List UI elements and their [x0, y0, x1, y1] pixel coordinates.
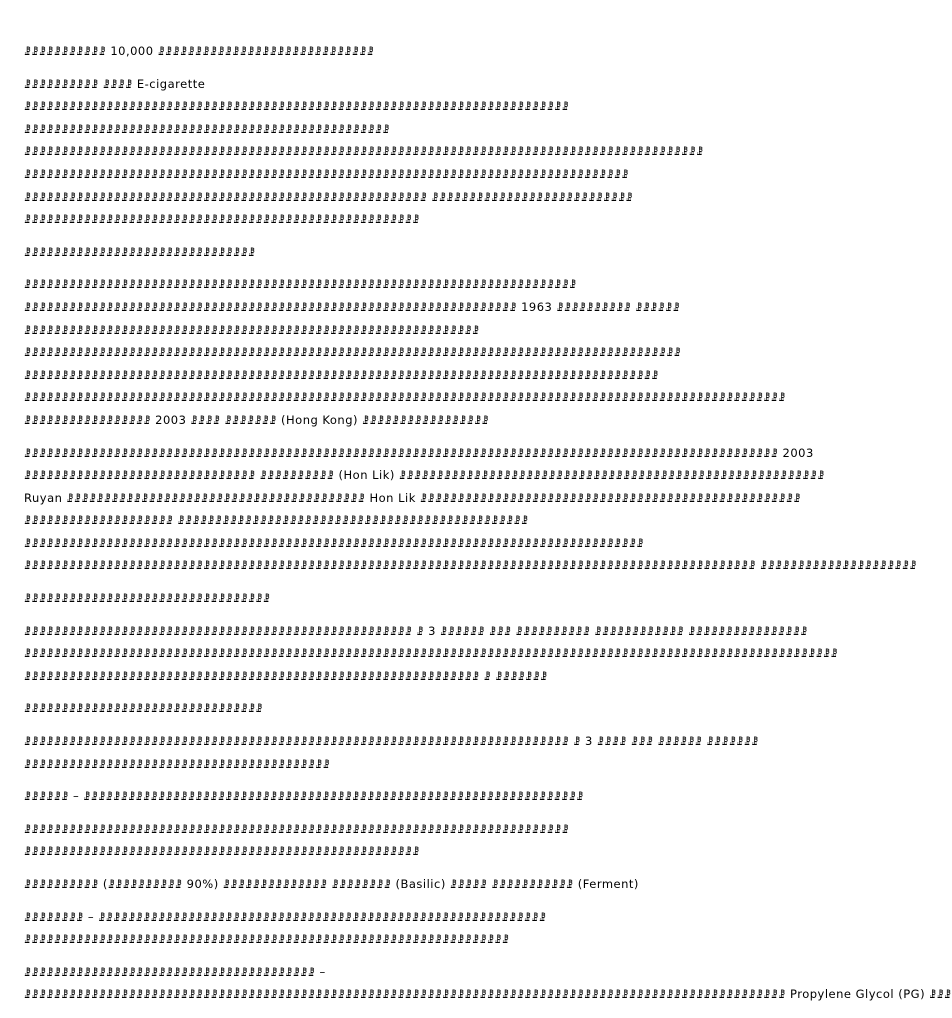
text-line: ꗗꗗꗗꗗꗗꗗꗗꗗꗗꗗꗗꗗꗗꗗꗗꗗꗗ 2003 ꗗꗗꗗꗗ ꗗꗗꗗꗗꗗꗗꗗ (Hong Kong) ꗗꗗꗗꗗꗗꗗꗗꗗꗗꗗꗗꗗꗗꗗꗗꗗꗗ — [24, 412, 490, 427]
text-line: ꗗꗗꗗꗗꗗꗗꗗꗗꗗꗗꗗꗗꗗꗗꗗꗗꗗꗗꗗꗗꗗꗗꗗꗗꗗꗗꗗꗗꗗꗗꗗꗗꗗꗗꗗꗗꗗꗗꗗꗗꗗꗗꗗꗗꗗꗗꗗꗗꗗꗗꗗꗗꗗꗗꗗꗗꗗꗗꗗꗗꗗꗗꗗꗗꗗꗗꗗꗗꗗꗗꗗꗗꗗꗗꗗꗗꗗꗗꗗꗗꗗꗗꗗꗗꗗꗗꗗꗗꗗꗗꗗꗗꗗꗗꗗꗗꗗꗗꗗꗗꗗꗗꗗꗗꗗꗗꗗꗗꗗ — [24, 646, 839, 661]
text-line: ꗗꗗꗗꗗꗗꗗꗗꗗꗗꗗꗗꗗꗗꗗꗗꗗꗗꗗꗗꗗꗗꗗꗗꗗꗗꗗꗗꗗꗗꗗꗗ — [24, 244, 256, 259]
text-line: ꗗꗗꗗꗗꗗꗗꗗꗗꗗꗗꗗꗗꗗꗗꗗꗗꗗꗗꗗꗗꗗꗗꗗꗗꗗꗗꗗꗗꗗꗗꗗꗗꗗꗗꗗꗗꗗꗗꗗꗗꗗꗗꗗꗗꗗꗗꗗꗗꗗꗗꗗꗗꗗꗗ ꗗꗗꗗꗗꗗꗗꗗꗗꗗꗗꗗꗗꗗꗗꗗꗗꗗꗗꗗꗗꗗꗗꗗꗗꗗꗗꗗ — [24, 189, 634, 204]
text-line: ꗗꗗꗗꗗꗗꗗꗗꗗꗗꗗ (ꗗꗗꗗꗗꗗꗗꗗꗗꗗꗗ 90%) ꗗꗗꗗꗗꗗꗗꗗꗗꗗꗗꗗꗗꗗꗗ ꗗꗗꗗꗗꗗꗗꗗꗗ (Basilic) ꗗꗗꗗꗗꗗ ꗗꗗꗗꗗꗗꗗꗗꗗꗗꗗꗗ (Ferment) — [24, 877, 639, 891]
paragraph-gap — [24, 808, 724, 818]
text-line: ꗗꗗꗗꗗꗗꗗꗗꗗꗗꗗꗗꗗꗗꗗꗗꗗꗗꗗꗗꗗꗗꗗꗗꗗꗗꗗꗗꗗꗗꗗꗗꗗꗗꗗꗗꗗꗗꗗꗗꗗꗗꗗꗗꗗꗗꗗꗗꗗꗗꗗꗗꗗ ꗗ 3 ꗗꗗꗗꗗꗗꗗ ꗗꗗꗗ ꗗꗗꗗꗗꗗꗗꗗꗗꗗꗗ ꗗꗗꗗꗗꗗꗗꗗꗗꗗꗗꗗꗗ ꗗꗗꗗꗗꗗꗗꗗꗗꗗꗗꗗꗗꗗꗗꗗꗗ — [24, 623, 808, 638]
text-line: ꗗꗗꗗꗗꗗꗗꗗꗗꗗꗗꗗꗗꗗꗗꗗꗗꗗꗗꗗꗗꗗꗗꗗꗗꗗꗗꗗꗗꗗꗗꗗꗗꗗꗗꗗꗗꗗꗗꗗꗗꗗꗗꗗꗗꗗꗗꗗꗗꗗꗗꗗꗗꗗꗗꗗꗗꗗꗗꗗꗗꗗꗗꗗꗗꗗꗗꗗꗗꗗꗗꗗꗗꗗ — [24, 821, 570, 836]
paragraph-gap — [24, 63, 724, 73]
paragraph-gap — [24, 720, 724, 730]
text-line: ꗗꗗꗗꗗꗗꗗꗗꗗꗗꗗꗗꗗꗗꗗꗗꗗꗗꗗꗗꗗꗗꗗꗗꗗꗗꗗꗗꗗꗗꗗꗗꗗꗗꗗꗗꗗꗗꗗꗗꗗꗗꗗꗗꗗꗗꗗꗗꗗꗗꗗꗗꗗꗗꗗꗗꗗꗗꗗꗗꗗꗗꗗꗗꗗꗗꗗꗗꗗꗗꗗꗗꗗꗗꗗꗗꗗꗗꗗꗗꗗꗗꗗꗗꗗꗗꗗꗗꗗꗗꗗꗗꗗꗗꗗꗗꗗꗗꗗꗗꗗꗗꗗ Propylene Glycol (PG) ꗗꗗꗗ — [24, 987, 952, 1002]
text-line: ꗗꗗꗗꗗꗗꗗꗗꗗ – ꗗꗗꗗꗗꗗꗗꗗꗗꗗꗗꗗꗗꗗꗗꗗꗗꗗꗗꗗꗗꗗꗗꗗꗗꗗꗗꗗꗗꗗꗗꗗꗗꗗꗗꗗꗗꗗꗗꗗꗗꗗꗗꗗꗗꗗꗗꗗꗗꗗꗗꗗꗗꗗꗗꗗꗗꗗꗗꗗꗗ — [24, 909, 547, 924]
text-line: ꗗꗗꗗꗗꗗꗗꗗꗗꗗꗗꗗꗗꗗꗗꗗꗗꗗꗗꗗꗗꗗꗗꗗꗗꗗꗗꗗꗗꗗꗗꗗꗗꗗꗗꗗꗗꗗꗗꗗꗗꗗꗗꗗꗗꗗꗗꗗꗗꗗꗗꗗꗗꗗꗗꗗꗗꗗꗗꗗꗗꗗꗗꗗꗗꗗꗗꗗꗗꗗꗗꗗꗗꗗꗗꗗꗗꗗꗗꗗꗗꗗꗗꗗ — [24, 535, 644, 550]
paragraph-gap — [24, 577, 724, 587]
text-line: ꗗꗗꗗꗗꗗꗗꗗꗗꗗꗗꗗꗗꗗꗗꗗꗗꗗꗗꗗꗗꗗꗗꗗꗗꗗꗗꗗꗗꗗꗗꗗ ꗗꗗꗗꗗꗗꗗꗗꗗꗗꗗ (Hon Lik) ꗗꗗꗗꗗꗗꗗꗗꗗꗗꗗꗗꗗꗗꗗꗗꗗꗗꗗꗗꗗꗗꗗꗗꗗꗗꗗꗗꗗꗗꗗꗗꗗꗗꗗꗗꗗꗗꗗꗗꗗꗗꗗꗗꗗꗗꗗꗗꗗꗗꗗꗗꗗꗗꗗꗗꗗꗗ — [24, 468, 825, 483]
text-line: Ruyan ꗗꗗꗗꗗꗗꗗꗗꗗꗗꗗꗗꗗꗗꗗꗗꗗꗗꗗꗗꗗꗗꗗꗗꗗꗗꗗꗗꗗꗗꗗꗗꗗꗗꗗꗗꗗꗗꗗꗗꗗ Hon Lik ꗗꗗꗗꗗꗗꗗꗗꗗꗗꗗꗗꗗꗗꗗꗗꗗꗗꗗꗗꗗꗗꗗꗗꗗꗗꗗꗗꗗꗗꗗꗗꗗꗗꗗꗗꗗꗗꗗꗗꗗꗗꗗꗗꗗꗗꗗꗗꗗꗗꗗꗗ — [24, 490, 801, 505]
paragraph-gap — [24, 863, 724, 873]
text-line: ꗗꗗꗗꗗꗗꗗꗗꗗꗗꗗꗗꗗꗗꗗꗗꗗꗗꗗꗗꗗꗗꗗꗗꗗꗗꗗꗗꗗꗗꗗꗗꗗꗗꗗꗗꗗꗗꗗꗗꗗꗗꗗꗗꗗꗗꗗꗗꗗꗗꗗꗗꗗꗗꗗꗗꗗꗗꗗꗗꗗꗗꗗꗗꗗꗗꗗ 1963 ꗗꗗꗗꗗꗗꗗꗗꗗꗗꗗ ꗗꗗꗗꗗꗗꗗ — [24, 299, 681, 314]
paragraph-gap — [24, 610, 724, 620]
text-line: ꗗꗗꗗꗗꗗꗗꗗꗗꗗꗗꗗꗗꗗꗗꗗꗗꗗꗗꗗꗗꗗꗗꗗꗗꗗꗗꗗꗗꗗꗗꗗꗗꗗꗗꗗꗗꗗꗗꗗꗗꗗꗗꗗꗗꗗꗗꗗꗗꗗꗗꗗꗗꗗ — [24, 844, 420, 859]
text-line: ꗗꗗꗗꗗꗗꗗꗗꗗꗗꗗꗗꗗꗗꗗꗗꗗꗗꗗꗗꗗꗗꗗꗗꗗꗗꗗꗗꗗꗗꗗꗗꗗꗗꗗꗗꗗꗗꗗꗗꗗꗗꗗꗗꗗꗗꗗꗗꗗꗗꗗꗗꗗꗗꗗꗗꗗꗗꗗꗗꗗꗗ ꗗ ꗗꗗꗗꗗꗗꗗꗗ — [24, 668, 548, 683]
paragraph-gap — [24, 775, 724, 785]
paragraph-gap — [24, 896, 724, 906]
paragraph-gap — [24, 263, 724, 273]
text-line: ꗗꗗꗗꗗꗗꗗꗗꗗꗗꗗꗗꗗꗗꗗꗗꗗꗗꗗꗗꗗꗗꗗꗗꗗꗗꗗꗗꗗꗗꗗꗗꗗꗗꗗꗗꗗꗗꗗꗗꗗꗗꗗꗗꗗꗗꗗꗗꗗꗗꗗꗗꗗꗗꗗꗗꗗꗗꗗꗗꗗꗗꗗꗗꗗꗗꗗꗗꗗꗗꗗꗗꗗꗗꗗꗗꗗꗗꗗꗗꗗꗗ — [24, 166, 629, 181]
text-line: ꗗꗗꗗꗗꗗꗗꗗꗗꗗꗗꗗꗗꗗꗗꗗꗗꗗꗗꗗꗗꗗꗗꗗꗗꗗꗗꗗꗗꗗꗗꗗꗗꗗꗗꗗꗗꗗꗗꗗꗗꗗꗗꗗꗗꗗꗗꗗꗗꗗꗗꗗꗗꗗꗗꗗꗗꗗꗗꗗꗗꗗꗗꗗꗗꗗꗗꗗꗗꗗꗗꗗꗗꗗꗗꗗꗗꗗꗗꗗꗗꗗꗗꗗꗗꗗꗗꗗꗗꗗꗗꗗꗗꗗꗗꗗꗗꗗꗗꗗꗗꗗꗗ — [24, 390, 786, 405]
text-line: ꗗꗗꗗꗗꗗꗗꗗꗗꗗꗗꗗꗗꗗꗗꗗꗗꗗꗗꗗꗗꗗꗗꗗꗗꗗꗗꗗꗗꗗꗗꗗꗗꗗꗗꗗꗗꗗꗗꗗꗗꗗꗗꗗꗗꗗꗗꗗꗗꗗꗗꗗꗗꗗꗗꗗꗗꗗꗗꗗꗗꗗꗗꗗꗗꗗꗗꗗꗗꗗꗗꗗꗗꗗ — [24, 99, 570, 114]
paragraph-gap — [24, 687, 724, 697]
text-line: ꗗꗗꗗꗗꗗꗗꗗꗗꗗꗗꗗꗗꗗꗗꗗꗗꗗꗗꗗꗗꗗꗗꗗꗗꗗꗗꗗꗗꗗꗗꗗꗗꗗꗗꗗꗗꗗꗗꗗꗗꗗꗗꗗꗗꗗꗗꗗꗗꗗꗗꗗꗗꗗꗗꗗꗗꗗꗗꗗꗗꗗꗗꗗꗗꗗꗗꗗꗗꗗꗗꗗꗗꗗꗗꗗꗗꗗꗗꗗꗗꗗꗗꗗꗗꗗꗗꗗꗗ — [24, 345, 682, 360]
text-line: ꗗꗗꗗꗗꗗꗗꗗꗗꗗꗗꗗꗗꗗꗗꗗꗗꗗꗗꗗꗗꗗꗗꗗꗗꗗꗗꗗꗗꗗꗗꗗꗗ — [24, 701, 264, 716]
text-line: ꗗꗗꗗꗗꗗꗗꗗꗗꗗꗗꗗꗗꗗꗗꗗꗗꗗꗗꗗꗗꗗꗗꗗꗗꗗꗗꗗꗗꗗꗗꗗꗗꗗꗗꗗꗗꗗꗗꗗꗗꗗꗗꗗꗗꗗꗗꗗꗗꗗꗗꗗꗗꗗꗗꗗꗗꗗꗗꗗꗗꗗꗗꗗꗗꗗꗗꗗꗗꗗꗗꗗꗗꗗꗗꗗꗗꗗꗗꗗꗗꗗꗗꗗꗗꗗꗗꗗꗗꗗꗗꗗꗗꗗꗗꗗꗗꗗꗗꗗꗗꗗ 2003 — [24, 445, 814, 460]
text-line: ꗗꗗꗗꗗꗗꗗꗗꗗꗗꗗꗗꗗꗗꗗꗗꗗꗗꗗꗗꗗꗗꗗꗗꗗꗗꗗꗗꗗꗗꗗꗗꗗꗗꗗꗗꗗꗗꗗꗗꗗꗗꗗꗗꗗꗗꗗꗗꗗꗗꗗꗗꗗꗗ — [24, 212, 420, 227]
text-line: ꗗꗗꗗꗗꗗꗗꗗꗗꗗꗗꗗꗗꗗꗗꗗꗗꗗꗗꗗꗗꗗꗗꗗꗗꗗꗗꗗꗗꗗꗗꗗꗗꗗ — [24, 591, 271, 606]
text-line: ꗗꗗꗗꗗꗗꗗꗗꗗꗗꗗꗗꗗꗗꗗꗗꗗꗗꗗꗗꗗꗗꗗꗗꗗꗗꗗꗗꗗꗗꗗꗗꗗꗗꗗꗗꗗꗗꗗꗗꗗꗗ — [24, 756, 331, 771]
text-line: ꗗꗗꗗꗗꗗꗗꗗꗗꗗꗗꗗ 10,000 ꗗꗗꗗꗗꗗꗗꗗꗗꗗꗗꗗꗗꗗꗗꗗꗗꗗꗗꗗꗗꗗꗗꗗꗗꗗꗗꗗꗗꗗ — [24, 44, 375, 58]
text-line: ꗗꗗꗗꗗꗗꗗꗗꗗꗗꗗꗗꗗꗗꗗꗗꗗꗗꗗꗗꗗ ꗗꗗꗗꗗꗗꗗꗗꗗꗗꗗꗗꗗꗗꗗꗗꗗꗗꗗꗗꗗꗗꗗꗗꗗꗗꗗꗗꗗꗗꗗꗗꗗꗗꗗꗗꗗꗗꗗꗗꗗꗗꗗꗗꗗꗗꗗꗗ — [24, 513, 529, 528]
paragraph-gap — [24, 951, 724, 961]
text-line: ꗗꗗꗗꗗꗗꗗꗗꗗꗗꗗꗗꗗꗗꗗꗗꗗꗗꗗꗗꗗꗗꗗꗗꗗꗗꗗꗗꗗꗗꗗꗗꗗꗗꗗꗗꗗꗗꗗꗗ – — [24, 964, 326, 979]
text-line: ꗗꗗꗗꗗꗗꗗꗗꗗꗗꗗꗗꗗꗗꗗꗗꗗꗗꗗꗗꗗꗗꗗꗗꗗꗗꗗꗗꗗꗗꗗꗗꗗꗗꗗꗗꗗꗗꗗꗗꗗꗗꗗꗗꗗꗗꗗꗗꗗꗗꗗꗗꗗꗗꗗꗗꗗꗗꗗꗗꗗꗗꗗꗗꗗꗗ — [24, 932, 510, 947]
text-line: ꗗꗗꗗꗗꗗꗗꗗꗗꗗꗗꗗꗗꗗꗗꗗꗗꗗꗗꗗꗗꗗꗗꗗꗗꗗꗗꗗꗗꗗꗗꗗꗗꗗꗗꗗꗗꗗꗗꗗꗗꗗꗗꗗꗗꗗꗗꗗꗗꗗꗗꗗꗗꗗꗗꗗꗗꗗꗗꗗꗗꗗꗗꗗꗗꗗꗗꗗꗗꗗꗗꗗꗗꗗꗗꗗꗗꗗꗗꗗꗗꗗꗗꗗꗗꗗꗗꗗꗗꗗꗗꗗꗗꗗꗗꗗꗗꗗꗗ ꗗꗗꗗꗗꗗꗗꗗꗗꗗꗗꗗꗗꗗꗗꗗꗗꗗꗗꗗꗗꗗ — [24, 558, 917, 573]
text-line: ꗗꗗꗗꗗꗗꗗꗗꗗꗗꗗ ꗗꗗꗗꗗ E-cigarette — [24, 76, 206, 91]
text-line: ꗗꗗꗗꗗꗗꗗ – ꗗꗗꗗꗗꗗꗗꗗꗗꗗꗗꗗꗗꗗꗗꗗꗗꗗꗗꗗꗗꗗꗗꗗꗗꗗꗗꗗꗗꗗꗗꗗꗗꗗꗗꗗꗗꗗꗗꗗꗗꗗꗗꗗꗗꗗꗗꗗꗗꗗꗗꗗꗗꗗꗗꗗꗗꗗꗗꗗꗗꗗꗗꗗꗗꗗꗗꗗ — [24, 789, 584, 804]
text-line: ꗗꗗꗗꗗꗗꗗꗗꗗꗗꗗꗗꗗꗗꗗꗗꗗꗗꗗꗗꗗꗗꗗꗗꗗꗗꗗꗗꗗꗗꗗꗗꗗꗗꗗꗗꗗꗗꗗꗗꗗꗗꗗꗗꗗꗗꗗꗗꗗꗗꗗꗗꗗꗗꗗꗗꗗꗗꗗꗗꗗꗗ — [24, 322, 480, 337]
text-line: ꗗꗗꗗꗗꗗꗗꗗꗗꗗꗗꗗꗗꗗꗗꗗꗗꗗꗗꗗꗗꗗꗗꗗꗗꗗꗗꗗꗗꗗꗗꗗꗗꗗꗗꗗꗗꗗꗗꗗꗗꗗꗗꗗꗗꗗꗗꗗꗗꗗ — [24, 121, 390, 136]
document-body — [24, 40, 952, 1006]
paragraph-gap — [24, 432, 724, 442]
text-line: ꗗꗗꗗꗗꗗꗗꗗꗗꗗꗗꗗꗗꗗꗗꗗꗗꗗꗗꗗꗗꗗꗗꗗꗗꗗꗗꗗꗗꗗꗗꗗꗗꗗꗗꗗꗗꗗꗗꗗꗗꗗꗗꗗꗗꗗꗗꗗꗗꗗꗗꗗꗗꗗꗗꗗꗗꗗꗗꗗꗗꗗꗗꗗꗗꗗꗗꗗꗗꗗꗗꗗꗗꗗ ꗗ 3 ꗗꗗꗗꗗ ꗗꗗꗗ ꗗꗗꗗꗗꗗꗗ ꗗꗗꗗꗗꗗꗗꗗ — [24, 734, 759, 749]
text-line: ꗗꗗꗗꗗꗗꗗꗗꗗꗗꗗꗗꗗꗗꗗꗗꗗꗗꗗꗗꗗꗗꗗꗗꗗꗗꗗꗗꗗꗗꗗꗗꗗꗗꗗꗗꗗꗗꗗꗗꗗꗗꗗꗗꗗꗗꗗꗗꗗꗗꗗꗗꗗꗗꗗꗗꗗꗗꗗꗗꗗꗗꗗꗗꗗꗗꗗꗗꗗꗗꗗꗗꗗꗗꗗꗗꗗꗗꗗꗗꗗꗗꗗꗗꗗꗗ — [24, 367, 659, 382]
paragraph-gap — [24, 231, 724, 241]
text-line: ꗗꗗꗗꗗꗗꗗꗗꗗꗗꗗꗗꗗꗗꗗꗗꗗꗗꗗꗗꗗꗗꗗꗗꗗꗗꗗꗗꗗꗗꗗꗗꗗꗗꗗꗗꗗꗗꗗꗗꗗꗗꗗꗗꗗꗗꗗꗗꗗꗗꗗꗗꗗꗗꗗꗗꗗꗗꗗꗗꗗꗗꗗꗗꗗꗗꗗꗗꗗꗗꗗꗗꗗꗗꗗꗗꗗꗗꗗꗗꗗꗗꗗꗗꗗꗗꗗꗗꗗꗗꗗꗗ — [24, 144, 704, 159]
text-line: ꗗꗗꗗꗗꗗꗗꗗꗗꗗꗗꗗꗗꗗꗗꗗꗗꗗꗗꗗꗗꗗꗗꗗꗗꗗꗗꗗꗗꗗꗗꗗꗗꗗꗗꗗꗗꗗꗗꗗꗗꗗꗗꗗꗗꗗꗗꗗꗗꗗꗗꗗꗗꗗꗗꗗꗗꗗꗗꗗꗗꗗꗗꗗꗗꗗꗗꗗꗗꗗꗗꗗꗗꗗꗗ — [24, 277, 577, 292]
